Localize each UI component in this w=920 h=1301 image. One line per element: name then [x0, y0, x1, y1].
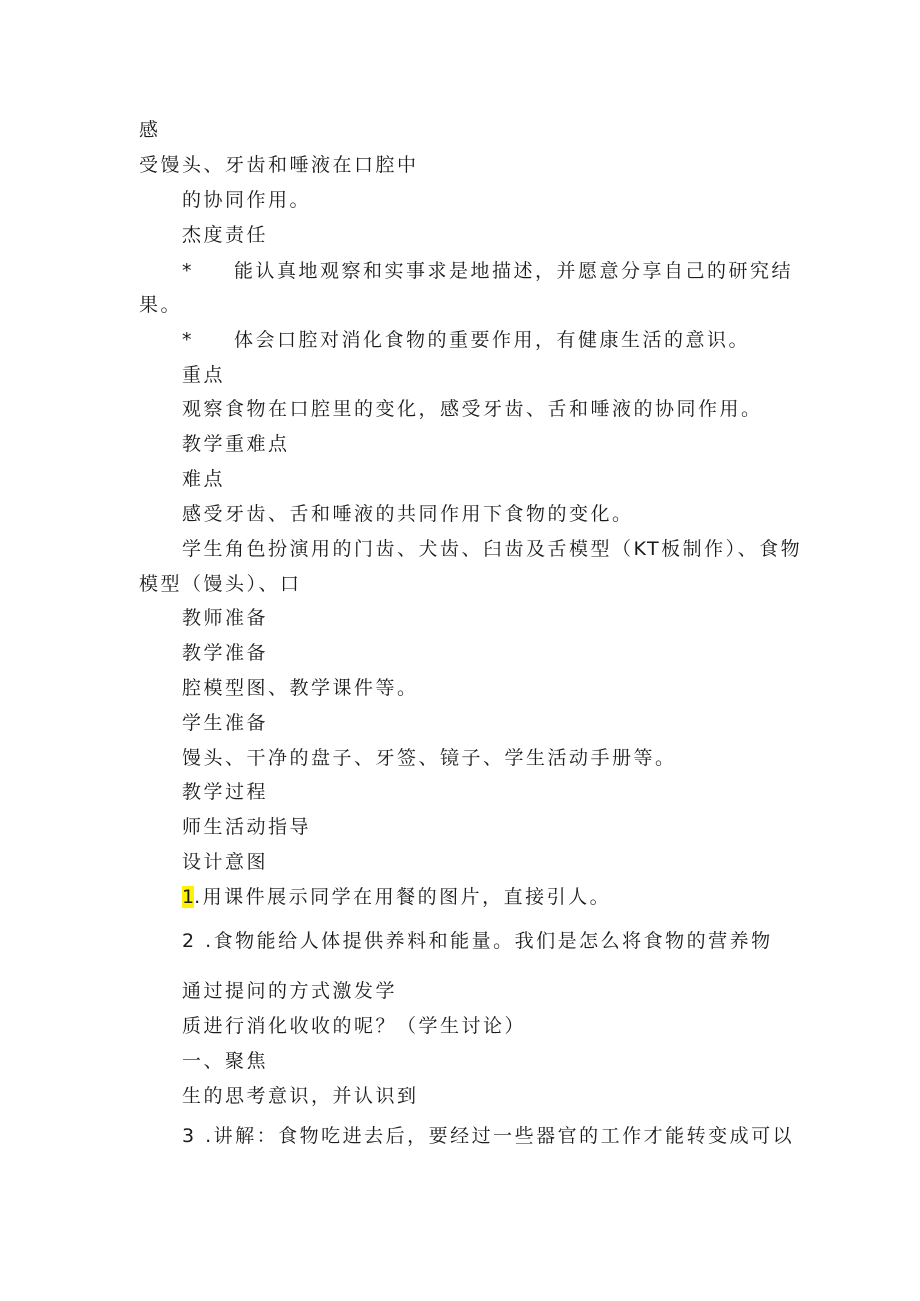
bullet-marker: * — [182, 260, 192, 282]
text-line: 馒头、干净的盘子、牙签、镜子、学生活动手册等。 — [182, 747, 677, 769]
bullet-text: 能认真地观察和实事求是地描述，并愿意分享自己的研究结 — [234, 260, 794, 282]
text-line: 观察食物在口腔里的变化，感受牙齿、舌和唾液的协同作用。 — [182, 398, 763, 420]
section-heading: 学生准备 — [182, 712, 269, 734]
numbered-item — [182, 929, 773, 953]
bullet-text: 体会口腔对消化食物的重要作用，有健康生活的意识。 — [234, 329, 751, 351]
numbered-item — [182, 885, 611, 909]
section-heading: 教学过程 — [182, 781, 269, 803]
item-text: .食物能给人体提供养料和能量。我们是怎么将食物的营养物 — [205, 930, 773, 952]
text-line: 通过提问的方式激发学 — [182, 980, 398, 1002]
item-number: 1 — [182, 886, 195, 908]
numbered-item — [182, 1124, 794, 1148]
item-text: 用课件展示同学在用餐的图片，直接引人。 — [202, 886, 612, 908]
section-heading: 设计意图 — [182, 851, 269, 873]
item-text: . — [194, 886, 203, 908]
text-line: 生的思考意识，并认识到 — [182, 1085, 419, 1107]
text-line: 学生角色扮演用的门齿、犬齿、臼齿及舌模型（KT板制作）、食物 — [182, 538, 803, 560]
item-number: 2 — [182, 930, 197, 952]
item-number: 3 — [182, 1125, 197, 1147]
text-line: 感受牙齿、舌和唾液的共同作用下食物的变化。 — [182, 503, 634, 525]
text-line: 模型（馒头）、口 — [139, 573, 302, 595]
section-heading: 师生活动指导 — [182, 816, 312, 838]
section-heading: 一、聚焦 — [182, 1050, 269, 1072]
section-heading: 重点 — [182, 364, 226, 386]
text-line: 果。 — [139, 294, 183, 316]
section-heading: 难点 — [182, 468, 226, 490]
item-text: .讲解：食物吃进去后，要经过一些器官的工作才能转变成可以 — [205, 1125, 795, 1147]
text-line: 感 — [139, 119, 161, 141]
text-line: 的协同作用。 — [182, 189, 312, 211]
section-heading: 杰度责任 — [182, 224, 269, 246]
bullet-item — [182, 328, 750, 352]
section-heading: 教学准备 — [182, 642, 269, 664]
text-line: 质进行消化收收的呢？（学生讨论） — [182, 1015, 527, 1037]
section-heading: 教师准备 — [182, 607, 269, 629]
text-line: 腔模型图、教学课件等。 — [182, 677, 419, 699]
bullet-item — [182, 259, 793, 283]
bullet-marker: * — [182, 329, 192, 351]
section-heading: 教学重难点 — [182, 433, 290, 455]
text-line: 受馒头、牙齿和唾液在口腔中 — [139, 154, 419, 176]
